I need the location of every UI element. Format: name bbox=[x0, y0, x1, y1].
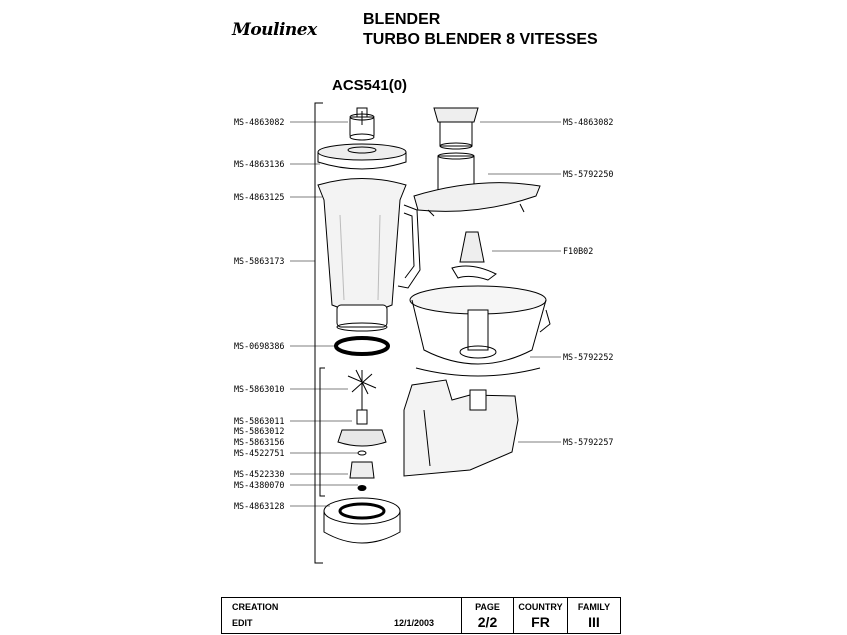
part-label-left-10: MS-4522751 bbox=[234, 448, 285, 458]
page-value: 2/2 bbox=[477, 614, 498, 630]
date-value: 12/1/2003 bbox=[394, 618, 435, 628]
part-label-left-11: MS-4522330 bbox=[234, 469, 285, 479]
footer-family-cell bbox=[568, 598, 620, 633]
part-label-left-9: MS-5863156 bbox=[234, 437, 285, 447]
part-label-right-1: MS-4863082 bbox=[563, 117, 614, 127]
title-line-2: TURBO BLENDER 8 VITESSES bbox=[363, 31, 598, 48]
jug-lid bbox=[318, 144, 406, 169]
title-line-1: BLENDER bbox=[363, 11, 441, 28]
part-label-right-3: F10B02 bbox=[563, 246, 594, 256]
blender-jug bbox=[318, 179, 420, 332]
footer-creation-cell bbox=[222, 598, 462, 633]
brand-logo: Moulinex bbox=[232, 20, 317, 40]
left-bracket bbox=[315, 103, 325, 563]
part-label-left-1: MS-4863082 bbox=[234, 117, 285, 127]
processor-bowl bbox=[410, 286, 550, 376]
page-label: PAGE bbox=[475, 602, 500, 612]
part-label-left-8: MS-5863012 bbox=[234, 426, 285, 436]
family-value: III bbox=[588, 614, 600, 630]
part-label-left-2: MS-4863136 bbox=[234, 159, 285, 169]
footer-table bbox=[221, 597, 621, 634]
blade-assembly bbox=[338, 370, 386, 491]
processor-pusher bbox=[434, 108, 478, 149]
part-label-left-5: MS-0698386 bbox=[234, 341, 285, 351]
country-label: COUNTRY bbox=[518, 602, 563, 612]
creation-label: CREATION bbox=[232, 602, 279, 612]
part-label-left-6: MS-5863010 bbox=[234, 384, 285, 394]
footer-page-cell bbox=[462, 598, 514, 633]
processor-lid bbox=[414, 153, 540, 216]
part-label-left-12: MS-4380070 bbox=[234, 480, 285, 490]
seal-ring bbox=[336, 338, 388, 354]
leader-lines-right bbox=[480, 122, 561, 442]
part-label-right-2: MS-5792250 bbox=[563, 169, 614, 179]
footer-country-cell bbox=[514, 598, 568, 633]
country-value: FR bbox=[531, 614, 550, 630]
model-number: ACS541(0) bbox=[332, 77, 408, 94]
chopping-blade bbox=[452, 232, 496, 280]
part-label-left-13: MS-4863128 bbox=[234, 501, 285, 511]
part-label-left-7: MS-5863011 bbox=[234, 416, 285, 426]
base-ring bbox=[324, 498, 400, 543]
part-label-right-5: MS-5792257 bbox=[563, 437, 614, 447]
measuring-cap bbox=[350, 108, 374, 140]
part-label-right-4: MS-5792252 bbox=[563, 352, 614, 362]
part-label-left-3: MS-4863125 bbox=[234, 192, 285, 202]
part-label-left-4: MS-5863173 bbox=[234, 256, 285, 266]
motor-base bbox=[404, 380, 518, 476]
family-label: FAMILY bbox=[577, 602, 611, 612]
edit-label: EDIT bbox=[232, 618, 253, 628]
